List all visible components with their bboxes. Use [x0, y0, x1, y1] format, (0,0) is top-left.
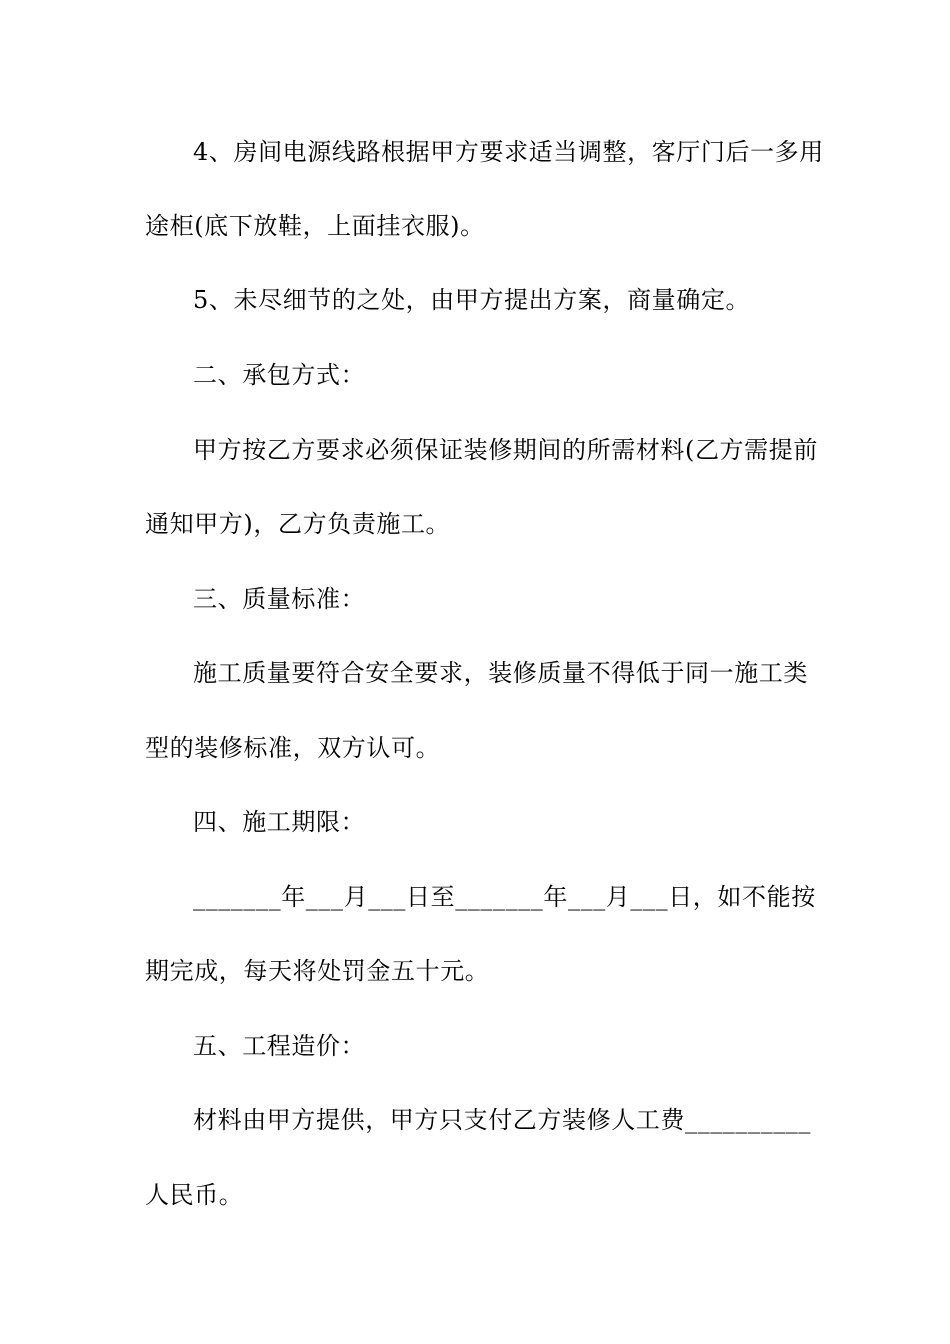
paragraph-cost-line-2: 人民币。	[145, 1181, 244, 1209]
paragraph-4-line-2: 途柜(底下放鞋，上面挂衣服)。	[145, 212, 485, 240]
paragraph-quality-line-2: 型的装修标准，双方认可。	[145, 734, 441, 762]
paragraph-cost-line-1: 材料由甲方提供，甲方只支付乙方装修人工费__________	[193, 1106, 811, 1134]
paragraph-5: 5、未尽细节的之处，由甲方提出方案，商量确定。	[193, 286, 751, 314]
paragraph-period-line-2: 期完成，每天将处罚金五十元。	[145, 957, 490, 985]
paragraph-period-line-1: _______年___月___日至_______年___月___日，如不能按	[193, 883, 816, 911]
heading-contract-method: 二、承包方式：	[193, 361, 366, 389]
paragraph-4-line-1: 4、房间电源线路根据甲方要求适当调整，客厅门后一多用	[193, 138, 824, 166]
paragraph-contract-method-line-2: 通知甲方)，乙方负责施工。	[145, 510, 451, 538]
heading-construction-period: 四、施工期限：	[193, 808, 366, 836]
heading-project-cost: 五、工程造价：	[193, 1032, 366, 1060]
heading-quality-standard: 三、质量标准：	[193, 585, 366, 613]
paragraph-contract-method-line-1: 甲方按乙方要求必须保证装修期间的所需材料(乙方需提前	[193, 436, 818, 464]
paragraph-quality-line-1: 施工质量要符合安全要求，装修质量不得低于同一施工类	[193, 659, 808, 687]
